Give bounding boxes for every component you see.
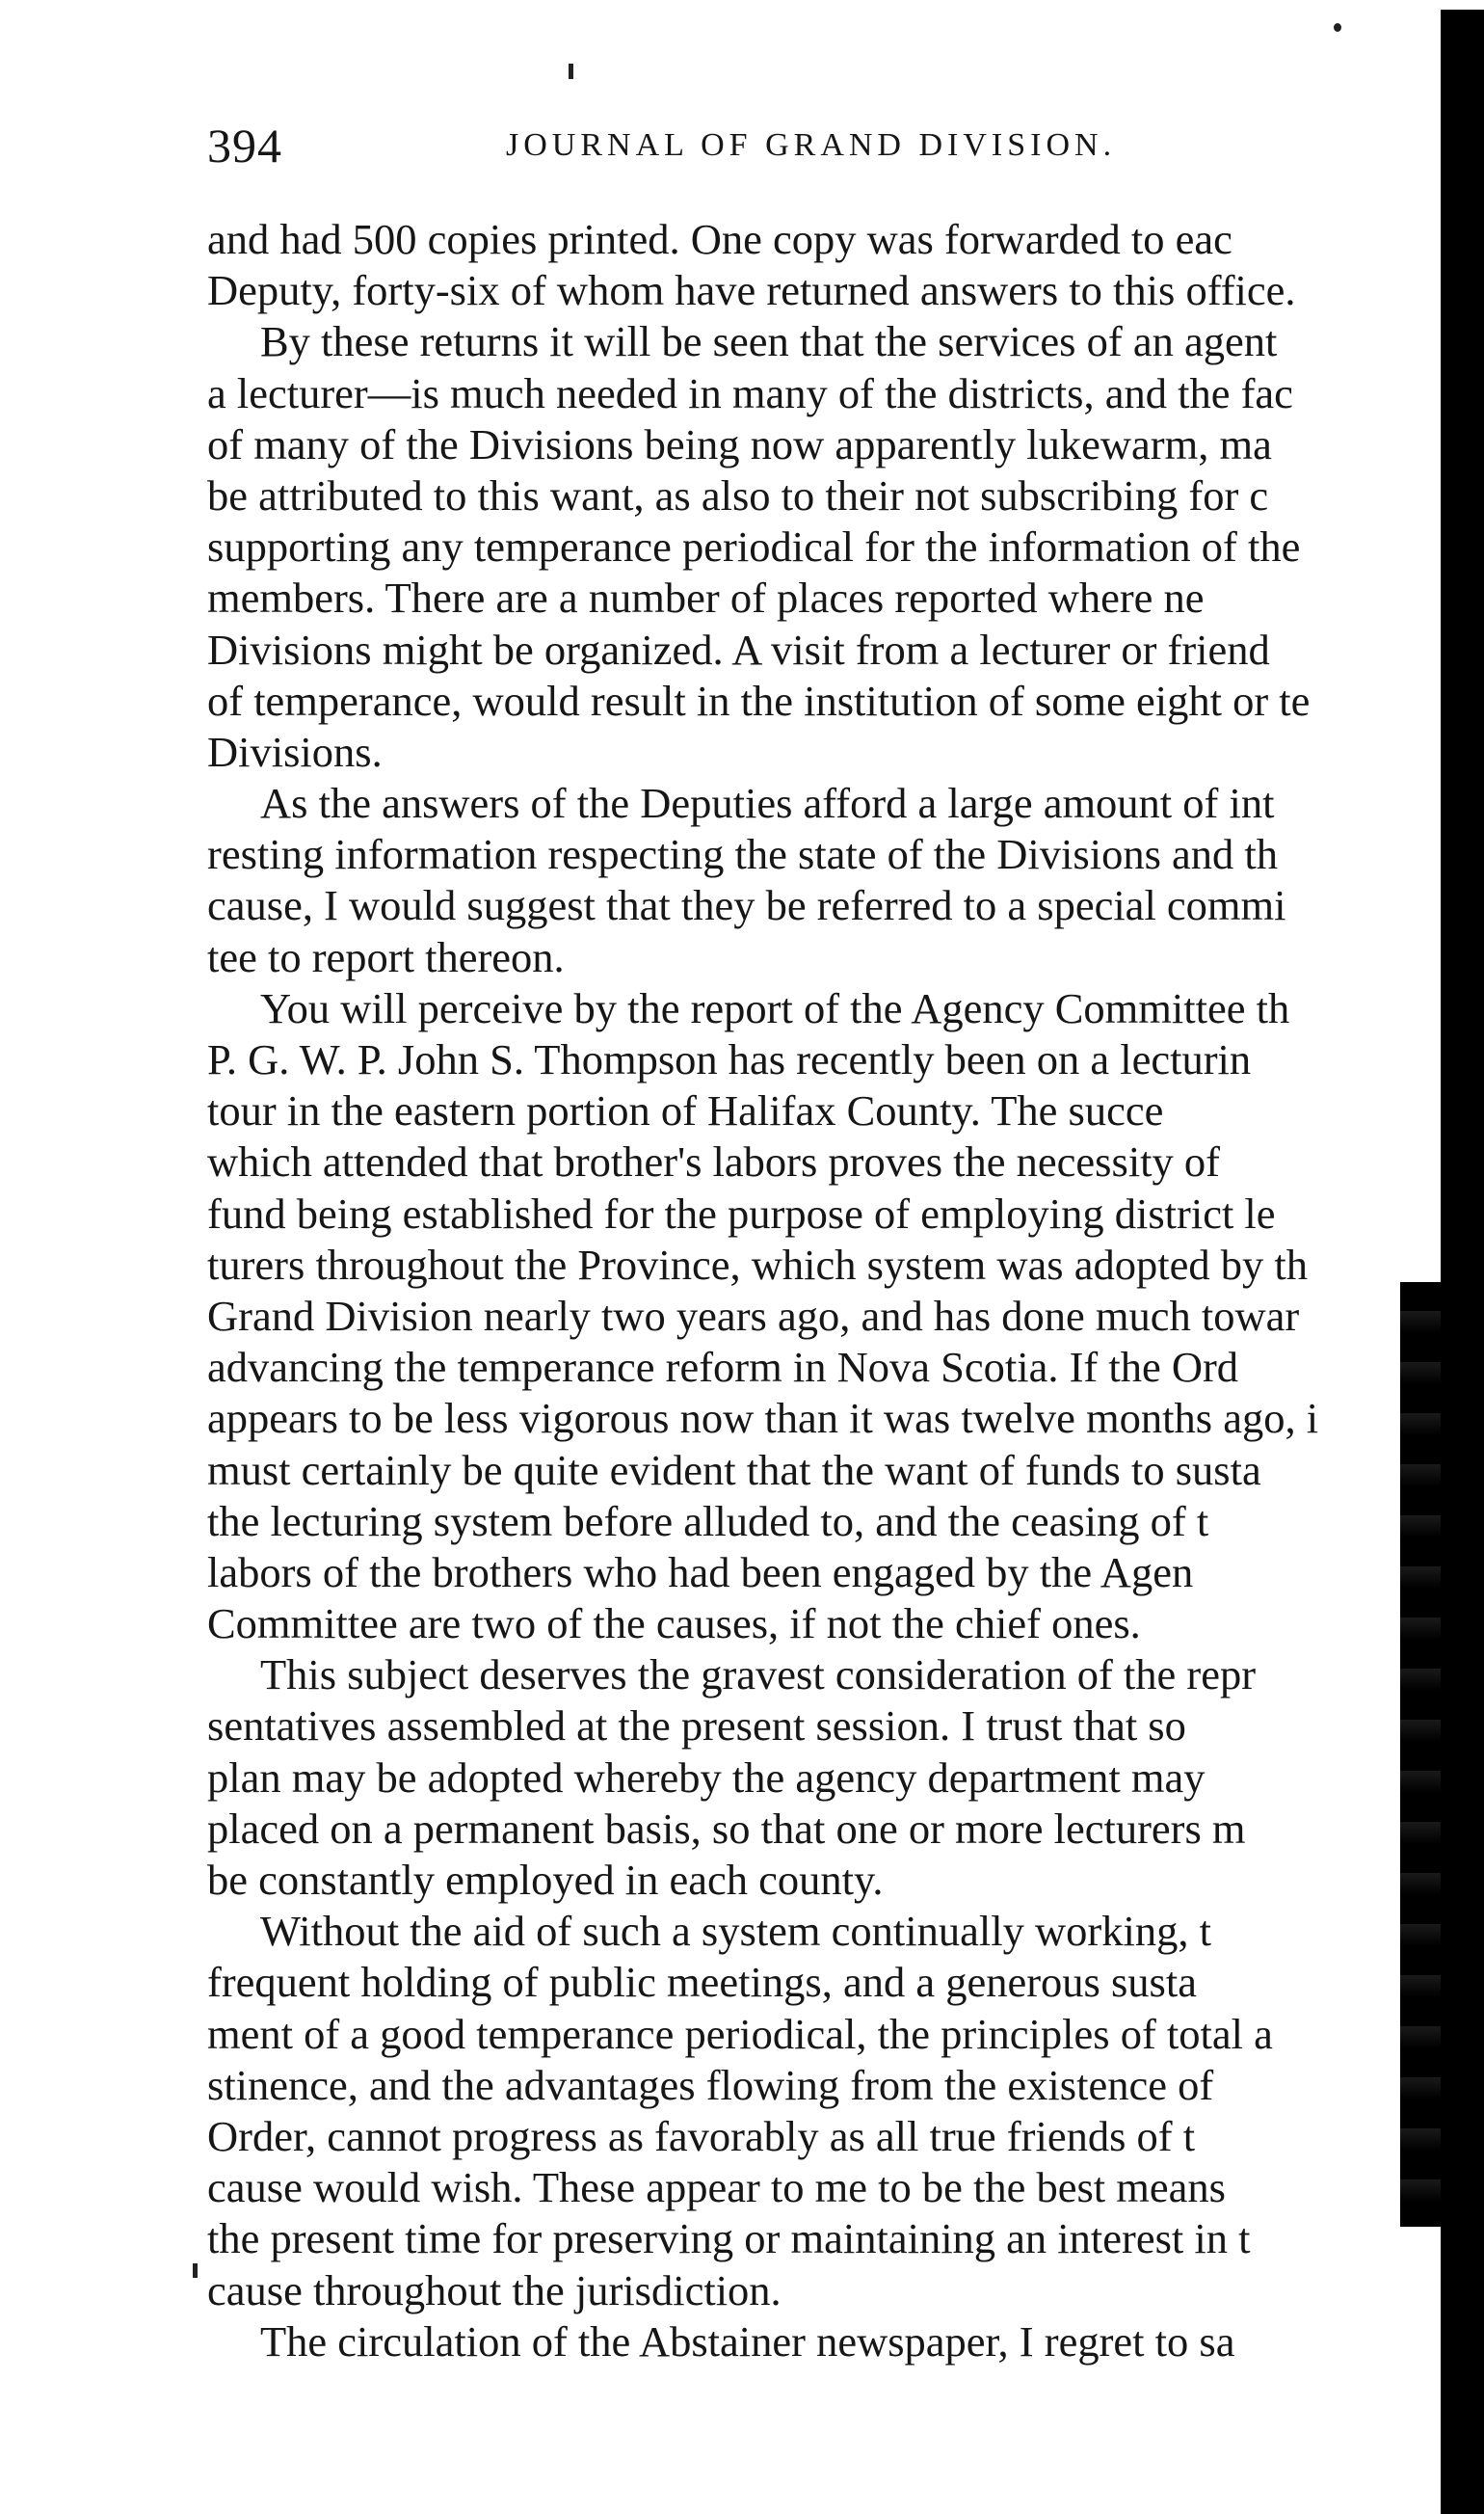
- text-line: fund being established for the purpose of employing district le: [207, 1189, 1276, 1238]
- text-line: stinence, and the advantages flowing from the existence of: [207, 2060, 1214, 2109]
- text-line: resting information respecting the state of the Divisions and th: [207, 830, 1279, 879]
- ink-speck: [569, 64, 573, 79]
- text-line: tee to report thereon.: [207, 932, 565, 981]
- page-number: 394: [207, 119, 282, 173]
- text-line: This subject deserves the gravest consideration of the repr: [260, 1650, 1257, 1699]
- text-line: tour in the eastern portion of Halifax County. The succe: [207, 1086, 1164, 1136]
- text-line: the lecturing system before alluded to, and the ceasing of t: [207, 1496, 1209, 1545]
- text-line: turers throughout the Province, which system was adopted by th: [207, 1240, 1308, 1289]
- text-line: advancing the temperance reform in Nova Scotia. If the Ord: [207, 1343, 1239, 1392]
- text-line: be constantly employed in each county.: [207, 1856, 884, 1904]
- text-line: of many of the Divisions being now apparently lukewarm, ma: [207, 419, 1272, 468]
- text-line: cause would wish. These appear to me to be the best means: [207, 2163, 1226, 2212]
- text-line: By these returns it will be seen that the services of an agent: [260, 317, 1278, 366]
- running-head: JOURNAL OF GRAND DIVISION.: [506, 127, 1117, 163]
- text-line: frequent holding of public meetings, and a generous susta: [207, 1958, 1197, 2007]
- page-header: [207, 118, 1219, 175]
- text-line: members. There are a number of places reported where ne: [207, 574, 1205, 623]
- text-line: cause throughout the jurisdiction.: [207, 2265, 782, 2314]
- scan-shadow-edge: [1441, 10, 1484, 2514]
- text-line: P. G. W. P. John S. Thompson has recently been on a lecturin: [207, 1035, 1252, 1083]
- text-line: sentatives assembled at the present session. I trust that so: [207, 1701, 1186, 1751]
- text-line: must certainly be quite evident that the want of funds to susta: [207, 1445, 1261, 1494]
- text-line: Without the aid of such a system continually working, t: [260, 1907, 1211, 1956]
- body-text: [207, 214, 1460, 2367]
- text-line: which attended that brother's labors proves the necessity of: [207, 1137, 1220, 1187]
- text-line: Grand Division nearly two years ago, and has done much towar: [207, 1291, 1300, 1340]
- text-line: plan may be adopted whereby the agency department may: [207, 1752, 1206, 1802]
- text-line: Committee are two of the causes, if not the chief ones.: [207, 1599, 1141, 1648]
- text-line: labors of the brothers who had been engaged by the Agen: [207, 1547, 1194, 1596]
- text-line: supporting any temperance periodical for the information of the: [207, 522, 1301, 572]
- ink-speck: [193, 2263, 198, 2278]
- ink-speck: [1334, 23, 1341, 32]
- text-line: placed on a permanent basis, so that one or more lecturers m: [207, 1804, 1246, 1853]
- text-line: Divisions.: [207, 727, 383, 776]
- text-line: You will perceive by the report of the Agency Committee th: [260, 983, 1290, 1032]
- text-line: appears to be less vigorous now than it was twelve months ago, i: [207, 1394, 1319, 1443]
- text-line: Order, cannot progress as favorably as all true friends of t: [207, 2111, 1196, 2160]
- scan-shadow-edge: [1400, 1282, 1441, 2227]
- text-line: the present time for preserving or maintaining an interest in t: [207, 2214, 1251, 2263]
- text-line: a lecturer—is much needed in many of the districts, and the fac: [207, 368, 1293, 417]
- text-line: Divisions might be organized. A visit from a lecturer or friend: [207, 625, 1270, 674]
- text-line: and had 500 copies printed. One copy was forwarded to eac: [207, 215, 1232, 263]
- text-line: As the answers of the Deputies afford a large amount of int: [260, 779, 1275, 828]
- text-line: The circulation of the Abstainer newspaper, I regret to sa: [260, 2316, 1235, 2366]
- text-line: Deputy, forty-six of whom have returned answers to this office.: [207, 266, 1296, 315]
- text-line: of temperance, would result in the institution of some eight or te: [207, 676, 1311, 725]
- text-line: be attributed to this want, as also to their not subscribing for c: [207, 470, 1269, 520]
- text-line: cause, I would suggest that they be referred to a special commi: [207, 881, 1286, 930]
- text-line: ment of a good temperance periodical, the principles of total a: [207, 2009, 1273, 2058]
